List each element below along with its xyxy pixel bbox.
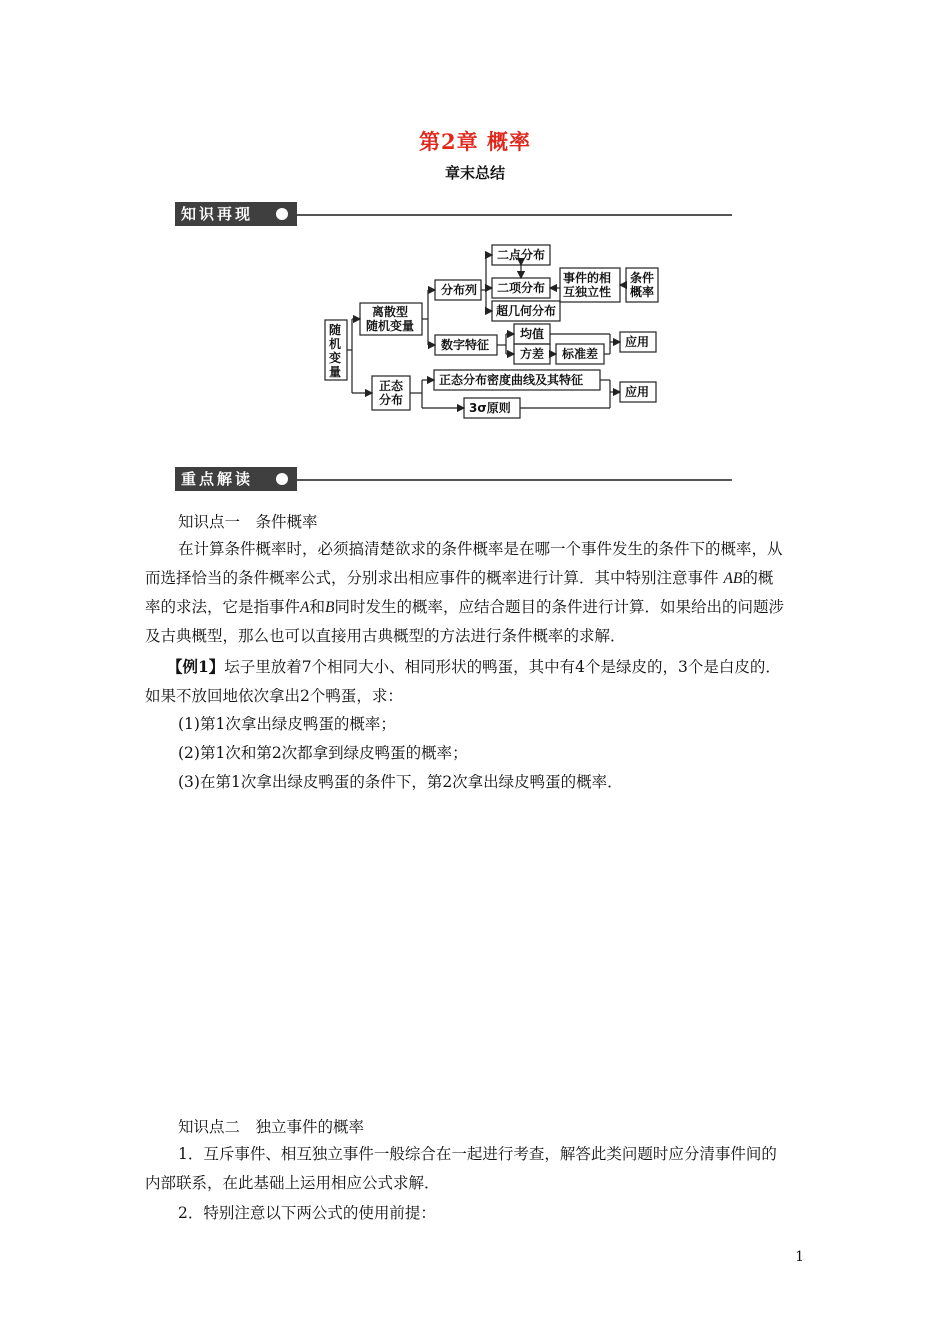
example-label: 【例1】	[167, 657, 225, 676]
k2-heading: 知识点二 独立事件的概率	[178, 1118, 365, 1136]
k1-heading: 知识点一 条件概率	[178, 513, 318, 531]
k1-text-a: 在计算条件概率时，必须搞清楚欲求的条件概率是在哪一个事件发生的条件下的概率，从而选择恰当的条件概率公式，分别求出相应事件的概率进行计算．其中特别注意事件	[145, 540, 783, 587]
diagram-root-4: 量	[329, 365, 342, 379]
diagram-discrete-2: 随机变量	[366, 319, 415, 333]
diagram-apply1: 应用	[625, 335, 650, 349]
diagram-independence-2: 互独立性	[563, 285, 612, 299]
diagram-root-3: 变	[329, 351, 342, 365]
diagram-hypergeometric: 超几何分布	[496, 304, 557, 318]
banner-rule	[297, 479, 732, 481]
k2-paragraph-2: 2．特别注意以下两公式的使用前提：	[178, 1204, 436, 1222]
diagram-std: 标准差	[562, 347, 599, 361]
diagram-independence-1: 事件的相	[563, 271, 612, 285]
chapter-title: 第2章 概率	[419, 129, 531, 154]
diagram-conditional-2: 概率	[630, 285, 655, 299]
k1-text-c: 同时发生的概率，应结合题目的条件进行计算．如果给出的问题涉及古典概型，那么也可以直接用古典概型的方法进行条件概率的求解．	[145, 598, 784, 645]
question-3: (3)在第1次拿出绿皮鸭蛋的条件下，第2次拿出绿皮鸭蛋的概率．	[178, 773, 623, 791]
k1-text-B: B	[325, 599, 335, 616]
diagram-normal-1: 正态	[379, 379, 404, 393]
knowledge-diagram	[320, 240, 665, 420]
diagram-root-1: 随	[329, 323, 342, 337]
question-2: (2)第1次和第2次都拿到绿皮鸭蛋的概率；	[178, 744, 468, 762]
diagram-root-2: 机	[329, 337, 342, 351]
diagram-normal-curve: 正态分布密度曲线及其特征	[439, 373, 584, 387]
chapter-subtitle: 章末总结	[444, 164, 505, 182]
k1-text-and: 和	[309, 598, 325, 616]
diagram-variance: 方差	[520, 347, 545, 361]
diagram-apply2: 应用	[625, 385, 650, 399]
k1-paragraph	[145, 535, 785, 651]
banner-label: 重点解读	[175, 467, 297, 491]
banner-rule	[297, 214, 732, 216]
diagram-conditional-1: 条件	[630, 271, 655, 285]
k1-text-ab: AB	[723, 570, 743, 587]
diagram-distribution-list: 分布列	[441, 283, 478, 297]
question-1: (1)第1次拿出绿皮鸭蛋的概率；	[178, 715, 396, 733]
diagram-normal-2: 分布	[379, 393, 404, 407]
diagram-mean: 均值	[520, 327, 545, 341]
example-text: 坛子里放着7个相同大小、相同形状的鸭蛋，其中有4个是绿皮的，3个是白皮的．如果不放回地依次拿出2个鸭蛋，求：	[145, 658, 781, 705]
diagram-discrete-1: 离散型	[372, 305, 409, 319]
diagram-numeric-features: 数字特征	[441, 338, 490, 352]
banner-label: 知识再现	[175, 202, 297, 226]
k1-text-b: 的概率的求法，它是指事件	[145, 569, 774, 616]
diagram-binomial: 二项分布	[497, 281, 546, 295]
example-1	[145, 652, 785, 711]
banner-dot-icon	[276, 473, 288, 485]
diagram-two-point: 二点分布	[497, 248, 546, 262]
banner-dot-icon	[276, 208, 288, 220]
diagram-three-sigma: 3σ原则	[469, 401, 511, 415]
k2-paragraph-1: 1．互斥事件、相互独立事件一般综合在一起进行考查，解答此类问题时应分清事件间的内部联系，在此基础上运用相应公式求解．	[145, 1145, 777, 1192]
k1-text-A: A	[300, 599, 310, 616]
page-number: 1	[795, 1249, 804, 1265]
